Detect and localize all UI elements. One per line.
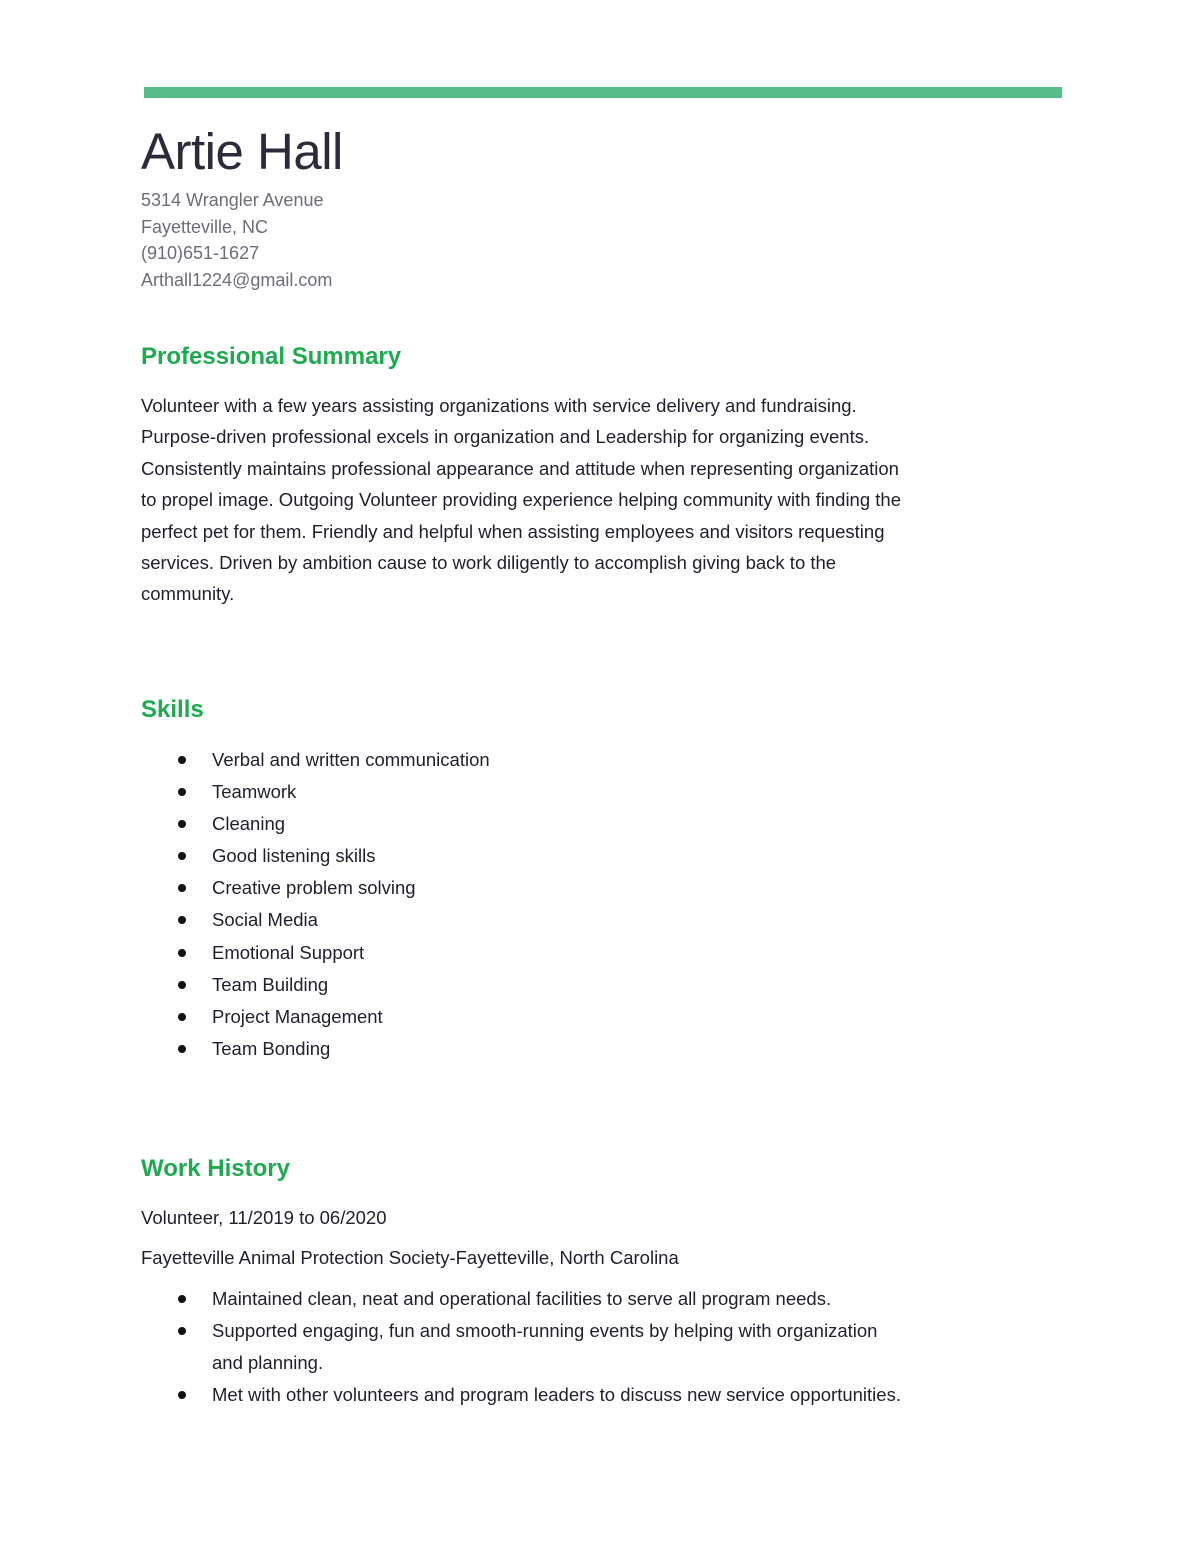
skill-item [141,969,490,1001]
email-address: Arthall1224@gmail.com [141,269,333,290]
skill-item [141,744,490,776]
skills-heading: Skills [141,696,204,723]
skill-item [141,776,490,808]
duty-item [141,1315,901,1378]
bullet-icon [178,981,186,989]
bullet-icon [178,1391,186,1399]
skill-label: Team Building [212,973,329,995]
skill-item [141,904,490,936]
bullet-icon [178,1295,186,1303]
duty-text: Supported engaging, fun and smooth-running events by helping with organization and planning. [212,1320,878,1373]
skill-label: Team Bonding [212,1037,331,1059]
skill-item [141,937,490,969]
skill-item [141,1001,490,1033]
job-duties-list [141,1283,901,1411]
skill-label: Emotional Support [212,941,365,963]
duty-item [141,1379,901,1411]
bullet-icon [178,949,186,957]
skill-label: Good listening skills [212,845,376,867]
bullet-icon [178,1045,186,1053]
duty-text: Met with other volunteers and program leaders to discuss new service opportunities. [212,1383,901,1405]
phone-number: (910)651-1627 [141,243,260,263]
skill-label: Teamwork [212,781,297,803]
job-title-dates: Volunteer, 11/2019 to 06/2020 [141,1207,387,1228]
contact-info [141,187,332,293]
bullet-icon [178,1327,186,1335]
skill-label: Cleaning [212,813,286,835]
bullet-icon [178,756,186,764]
duty-text: Maintained clean, neat and operational facilities to serve all program needs. [212,1288,832,1309]
bullet-icon [178,788,186,796]
job-employer-location: Fayetteville Animal Protection Society-Fayetteville, North Carolina [141,1247,679,1268]
skills-list [141,744,490,1065]
address-line-2: Fayetteville, NC [141,216,269,237]
bullet-icon [178,852,186,860]
bullet-icon [178,916,186,924]
work-history-heading: Work History [141,1155,290,1182]
duty-item [141,1283,901,1315]
skill-item [141,1033,490,1065]
skill-label: Project Management [212,1005,383,1027]
skill-item [141,872,490,904]
candidate-name: Artie Hall [141,123,343,180]
summary-text: Volunteer with a few years assisting organizations with service delivery and fundraising. Purpose-driven professional excels in organization and Leadership for organizing events. Consistently maintains professional appearance and attitude when representing organization to propel image. Outgoing Volunteer providing experience helping community with finding the perfect pet for them. Friendly and helpful when assisting employees and visitors requesting services. Driven by ambition cause to work diligently to accomplish giving back to the community. [141,395,901,605]
header-accent-bar [144,87,1062,98]
summary-heading: Professional Summary [141,343,402,370]
bullet-icon [178,1013,186,1021]
bullet-icon [178,820,186,828]
skill-label: Verbal and written communication [212,749,490,770]
bullet-icon [178,884,186,892]
skill-item [141,808,490,840]
address-line-1: 5314 Wrangler Avenue [141,190,324,210]
skill-label: Creative problem solving [212,877,416,899]
skill-label: Social Media [212,909,318,931]
skill-item [141,840,490,872]
